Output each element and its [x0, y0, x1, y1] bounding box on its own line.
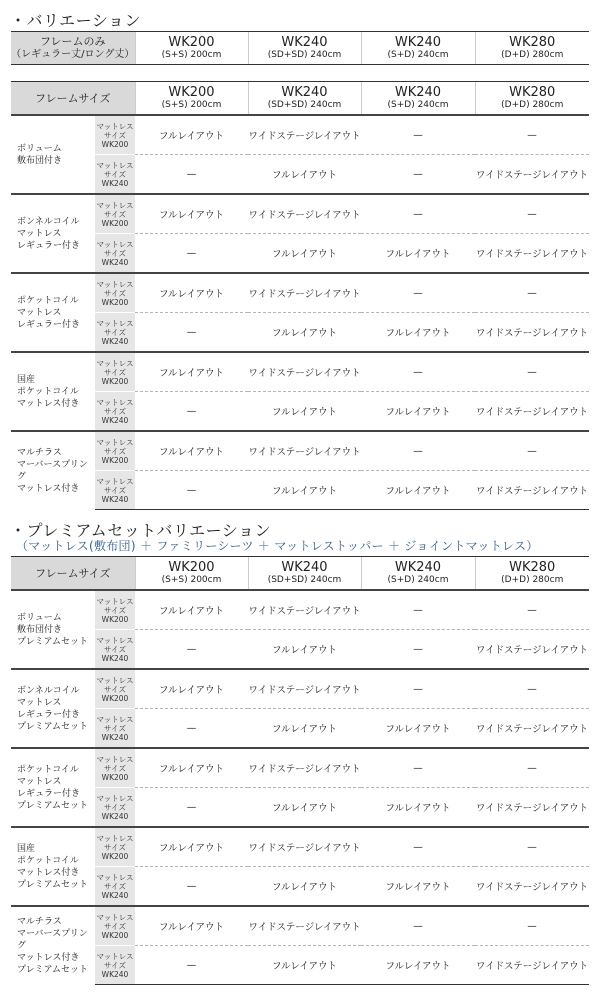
layout-cell: — — [135, 709, 248, 749]
group-label-line: マットレス付き — [17, 867, 80, 878]
layout-cell: — — [135, 788, 248, 828]
size-sub: (D+D) 280cm — [501, 99, 564, 110]
layout-cell: フルレイアウト — [248, 867, 361, 907]
section-title-premium: ・プレミアムセットバリエーション — [10, 521, 271, 540]
mattress-size-line: マットレス — [96, 200, 134, 210]
mattress-size-line: WK200 — [101, 772, 129, 782]
group-label-line: ボリューム — [17, 143, 62, 154]
mattress-size-line: サイズ — [104, 605, 126, 615]
layout-cell: ワイドステージレイアウト — [248, 669, 361, 709]
layout-cell: — — [475, 431, 589, 471]
group-label-line: マーバースプリング — [17, 459, 88, 482]
variation-table — [11, 81, 589, 510]
group-label-line: マットレス付き — [17, 952, 80, 963]
layout-cell: — — [135, 630, 248, 670]
premium-subtitle: （マットレス(敷布団) ＋ ファミリーシーツ ＋ マットレストッパー ＋ ジョイントマットレス） — [16, 539, 539, 553]
layout-cell: — — [361, 669, 475, 709]
mattress-size-label — [95, 748, 135, 788]
header-row — [11, 82, 589, 116]
layout-cell: — — [135, 471, 248, 510]
mattress-size-line: サイズ — [104, 485, 126, 495]
frame-only-label-line1: フレームのみ — [39, 35, 106, 48]
table-row — [11, 630, 589, 670]
layout-cell: ワイドステージレイアウト — [475, 392, 589, 432]
mattress-size-label — [95, 630, 135, 670]
mattress-size-line: マットレス — [96, 279, 134, 289]
table-row — [11, 313, 589, 353]
layout-cell: ワイドステージレイアウト — [475, 709, 589, 749]
table-row — [11, 709, 589, 749]
mattress-group-label — [11, 194, 95, 273]
mattress-size-label — [95, 471, 135, 510]
layout-cell: — — [361, 748, 475, 788]
layout-cell: ワイドステージレイアウト — [248, 194, 361, 234]
mattress-size-line: マットレス — [96, 121, 134, 131]
group-label-line: レギュラー付き — [17, 788, 81, 799]
size-code: WK240 — [281, 84, 328, 100]
layout-cell: フルレイアウト — [135, 827, 248, 867]
frame-only-label-line2: （レギュラー丈/ロング丈） — [11, 49, 135, 60]
frame-size-header: フレームサイズ — [11, 557, 135, 591]
mattress-size-line: WK200 — [101, 851, 129, 861]
mattress-size-label — [95, 788, 135, 828]
group-label-line: 国産 — [17, 843, 36, 854]
size-code: WK200 — [168, 559, 215, 575]
mattress-size-label — [95, 946, 135, 985]
mattress-size-line: マットレス — [96, 397, 134, 407]
layout-cell: — — [361, 194, 475, 234]
mattress-size-line: WK200 — [101, 297, 129, 307]
mattress-group-label — [11, 748, 95, 827]
mattress-size-line: サイズ — [104, 921, 126, 931]
mattress-size-line: サイズ — [104, 802, 126, 812]
size-column-header — [475, 82, 589, 116]
size-code: WK240 — [394, 34, 442, 50]
layout-cell: フルレイアウト — [135, 352, 248, 392]
frame-size-header: フレームサイズ — [11, 82, 135, 116]
mattress-size-line: サイズ — [104, 644, 126, 654]
layout-cell: フルレイアウト — [361, 471, 475, 510]
layout-cell: — — [361, 115, 475, 155]
mattress-group-label — [11, 827, 95, 906]
mattress-size-line: サイズ — [104, 288, 126, 298]
table-row — [11, 827, 589, 867]
table-row — [11, 590, 589, 630]
mattress-group-label — [11, 273, 95, 352]
mattress-size-line: サイズ — [104, 367, 126, 377]
group-label-line: レギュラー付き — [17, 240, 81, 251]
size-sub: (S+S) 200cm — [161, 49, 222, 60]
mattress-size-line: WK240 — [101, 494, 129, 504]
mattress-size-line: WK240 — [101, 336, 129, 346]
size-column-header — [248, 557, 361, 591]
layout-cell: — — [135, 946, 248, 985]
layout-cell: — — [475, 827, 589, 867]
layout-cell: — — [475, 194, 589, 234]
layout-cell: フルレイアウト — [135, 115, 248, 155]
mattress-size-label — [95, 669, 135, 709]
layout-cell: — — [135, 867, 248, 907]
header-row — [11, 557, 589, 591]
size-code: WK240 — [394, 84, 442, 100]
layout-cell: フルレイアウト — [361, 788, 475, 828]
layout-cell: ワイドステージレイアウト — [248, 352, 361, 392]
size-sub: (S+D) 240cm — [387, 574, 449, 585]
layout-cell: — — [135, 392, 248, 432]
layout-cell: フルレイアウト — [135, 669, 248, 709]
layout-cell: ワイドステージレイアウト — [475, 946, 589, 985]
layout-cell: フルレイアウト — [361, 313, 475, 353]
table-row — [11, 906, 589, 946]
mattress-group-label — [11, 352, 95, 431]
mattress-size-line: マットレス — [96, 358, 134, 368]
group-label-line: 国産 — [17, 374, 36, 385]
group-label-line: マーバースプリング — [17, 928, 88, 951]
group-label-line: ポケットコイル — [17, 764, 79, 775]
group-label-line: ボンネルコイル — [17, 216, 80, 227]
frame-only-col-4 — [475, 32, 589, 65]
size-sub: (SD+SD) 240cm — [267, 49, 342, 60]
group-label-line: マルチラス — [17, 916, 62, 927]
table-row — [11, 867, 589, 907]
mattress-group-label — [11, 590, 95, 669]
layout-cell: ワイドステージレイアウト — [475, 867, 589, 907]
layout-cell: フルレイアウト — [135, 273, 248, 313]
layout-cell: — — [361, 906, 475, 946]
size-code: WK200 — [168, 84, 215, 100]
mattress-size-line: マットレス — [96, 675, 134, 685]
mattress-size-label — [95, 352, 135, 392]
size-code: WK240 — [281, 559, 328, 575]
size-column-header — [475, 557, 589, 591]
size-sub: (SD+SD) 240cm — [267, 574, 342, 585]
layout-cell: ワイドステージレイアウト — [475, 471, 589, 510]
layout-cell: フルレイアウト — [135, 194, 248, 234]
frame-only-col-3 — [361, 32, 475, 65]
layout-cell: — — [361, 827, 475, 867]
mattress-size-line: WK240 — [101, 890, 129, 900]
size-code: WK280 — [509, 84, 556, 100]
mattress-size-line: マットレス — [96, 437, 134, 447]
mattress-size-line: サイズ — [104, 684, 126, 694]
mattress-size-line: マットレス — [96, 635, 134, 645]
mattress-size-line: WK200 — [101, 455, 129, 465]
layout-cell: フルレイアウト — [248, 946, 361, 985]
mattress-group-label — [11, 906, 95, 985]
mattress-size-line: マットレス — [96, 476, 134, 486]
layout-cell: フルレイアウト — [248, 788, 361, 828]
layout-cell: — — [361, 273, 475, 313]
layout-cell: ワイドステージレイアウト — [248, 115, 361, 155]
size-column-header — [361, 557, 475, 591]
mattress-size-line: サイズ — [104, 209, 126, 219]
table-row — [11, 273, 589, 313]
mattress-size-line: マットレス — [96, 754, 134, 764]
layout-cell: — — [361, 352, 475, 392]
mattress-size-line: WK200 — [101, 139, 129, 149]
mattress-size-label — [95, 234, 135, 274]
mattress-size-line: WK200 — [101, 218, 129, 228]
layout-cell: — — [361, 630, 475, 670]
layout-cell: ワイドステージレイアウト — [475, 788, 589, 828]
mattress-size-line: マットレス — [96, 951, 134, 961]
layout-cell: ワイドステージレイアウト — [475, 234, 589, 274]
group-label-line: プレミアムセット — [17, 800, 89, 811]
group-label-line: マットレス — [17, 776, 62, 787]
layout-cell: — — [475, 115, 589, 155]
group-label-line: マットレス付き — [17, 398, 80, 409]
mattress-size-line: WK200 — [101, 614, 129, 624]
mattress-size-line: サイズ — [104, 763, 126, 773]
layout-cell: ワイドステージレイアウト — [248, 827, 361, 867]
mattress-size-line: サイズ — [104, 842, 126, 852]
layout-cell: — — [361, 431, 475, 471]
mattress-size-label — [95, 155, 135, 195]
mattress-size-line: マットレス — [96, 833, 134, 843]
size-sub: (D+D) 280cm — [501, 574, 564, 585]
layout-cell: フルレイアウト — [361, 234, 475, 274]
layout-cell: ワイドステージレイアウト — [475, 630, 589, 670]
layout-cell: ワイドステージレイアウト — [248, 431, 361, 471]
size-column-header — [248, 82, 361, 116]
layout-cell: フルレイアウト — [361, 709, 475, 749]
mattress-size-label — [95, 906, 135, 946]
group-label-line: マットレス — [17, 307, 62, 318]
table-row — [11, 748, 589, 788]
mattress-size-label — [95, 115, 135, 155]
layout-cell: ワイドステージレイアウト — [475, 313, 589, 353]
mattress-size-label — [95, 827, 135, 867]
group-label-line: レギュラー付き — [17, 319, 81, 330]
group-label-line: プレミアムセット — [17, 879, 89, 890]
mattress-size-label — [95, 431, 135, 471]
group-label-line: 敷布団付き — [17, 155, 63, 166]
mattress-group-label — [11, 669, 95, 748]
frame-only-row — [11, 32, 589, 65]
table-row — [11, 392, 589, 432]
group-label-line: ポケットコイル — [17, 386, 79, 397]
mattress-size-label — [95, 867, 135, 907]
layout-cell: ワイドステージレイアウト — [248, 906, 361, 946]
layout-cell: フルレイアウト — [135, 590, 248, 630]
layout-cell: — — [361, 590, 475, 630]
mattress-size-line: WK240 — [101, 811, 129, 821]
group-label-line: レギュラー付き — [17, 709, 81, 720]
size-sub: (S+S) 200cm — [161, 574, 222, 585]
mattress-size-line: WK240 — [101, 969, 129, 979]
mattress-size-line: WK240 — [101, 257, 129, 267]
mattress-size-line: サイズ — [104, 130, 126, 140]
layout-cell: フルレイアウト — [248, 709, 361, 749]
layout-cell: フルレイアウト — [135, 431, 248, 471]
mattress-size-label — [95, 273, 135, 313]
mattress-size-line: マットレス — [96, 912, 134, 922]
group-label-line: ボリューム — [17, 612, 62, 623]
group-label-line: ポケットコイル — [17, 295, 79, 306]
mattress-size-line: WK240 — [101, 178, 129, 188]
table-row — [11, 431, 589, 471]
layout-cell: ワイドステージレイアウト — [248, 748, 361, 788]
size-code: WK280 — [509, 559, 556, 575]
mattress-size-line: サイズ — [104, 327, 126, 337]
mattress-size-label — [95, 590, 135, 630]
table-row — [11, 946, 589, 985]
frame-only-col-2 — [248, 32, 361, 65]
size-sub: (SD+SD) 240cm — [267, 99, 342, 110]
layout-cell: — — [475, 748, 589, 788]
size-column-header — [135, 82, 248, 116]
frame-only-table — [11, 31, 589, 65]
layout-cell: フルレイアウト — [248, 234, 361, 274]
size-column-header — [135, 557, 248, 591]
size-sub: (S+D) 240cm — [387, 99, 449, 110]
mattress-size-line: WK240 — [101, 732, 129, 742]
section-title-variation: ・バリエーション — [10, 11, 142, 30]
mattress-size-line: マットレス — [96, 872, 134, 882]
mattress-size-line: サイズ — [104, 881, 126, 891]
layout-cell: フルレイアウト — [248, 313, 361, 353]
mattress-size-label — [95, 194, 135, 234]
table-row — [11, 155, 589, 195]
size-code: WK280 — [509, 34, 556, 50]
layout-cell: フルレイアウト — [248, 630, 361, 670]
layout-cell: フルレイアウト — [248, 155, 361, 195]
layout-cell: — — [475, 906, 589, 946]
mattress-size-line: サイズ — [104, 169, 126, 179]
mattress-group-label — [11, 115, 95, 194]
mattress-size-line: マットレス — [96, 793, 134, 803]
mattress-group-label — [11, 431, 95, 510]
frame-only-col-1 — [135, 32, 248, 65]
mattress-size-line: マットレス — [96, 160, 134, 170]
layout-cell: ワイドステージレイアウト — [248, 590, 361, 630]
group-label-line: マルチラス — [17, 447, 62, 458]
size-sub: (S+D) 240cm — [387, 49, 449, 60]
size-sub: (S+S) 200cm — [161, 99, 222, 110]
mattress-size-label — [95, 709, 135, 749]
table-row — [11, 669, 589, 709]
layout-cell: — — [475, 273, 589, 313]
table-row — [11, 115, 589, 155]
mattress-size-line: マットレス — [96, 714, 134, 724]
layout-cell: — — [475, 669, 589, 709]
table-row — [11, 234, 589, 274]
layout-cell: — — [475, 352, 589, 392]
mattress-size-line: マットレス — [96, 596, 134, 606]
table-row — [11, 194, 589, 234]
layout-cell: — — [135, 155, 248, 195]
table-row — [11, 352, 589, 392]
mattress-size-line: マットレス — [96, 239, 134, 249]
mattress-size-line: WK240 — [101, 653, 129, 663]
group-label-line: 敷布団付き — [17, 624, 63, 635]
mattress-size-line: サイズ — [104, 406, 126, 416]
frame-only-label — [11, 32, 135, 65]
group-label-line: プレミアムセット — [17, 964, 89, 975]
layout-cell: フルレイアウト — [248, 392, 361, 432]
size-sub: (D+D) 280cm — [501, 49, 564, 60]
mattress-size-line: サイズ — [104, 960, 126, 970]
layout-cell: — — [135, 313, 248, 353]
group-label-line: プレミアムセット — [17, 721, 89, 732]
mattress-size-label — [95, 313, 135, 353]
mattress-size-line: WK200 — [101, 930, 129, 940]
layout-cell: — — [135, 234, 248, 274]
layout-cell: ワイドステージレイアウト — [475, 155, 589, 195]
size-code: WK240 — [394, 559, 442, 575]
group-label-line: プレミアムセット — [17, 636, 89, 647]
mattress-size-line: マットレス — [96, 318, 134, 328]
table-row — [11, 788, 589, 828]
layout-cell: ワイドステージレイアウト — [248, 273, 361, 313]
size-column-header — [361, 82, 475, 116]
size-code: WK240 — [281, 34, 328, 50]
layout-cell: フルレイアウト — [361, 946, 475, 985]
group-label-line: マットレス — [17, 228, 62, 239]
group-label-line: ボンネルコイル — [17, 685, 80, 696]
mattress-size-label — [95, 392, 135, 432]
mattress-size-line: サイズ — [104, 248, 126, 258]
mattress-size-line: サイズ — [104, 723, 126, 733]
layout-cell: フルレイアウト — [248, 471, 361, 510]
layout-cell: フルレイアウト — [361, 392, 475, 432]
premium-variation-table — [11, 556, 589, 985]
layout-cell: フルレイアウト — [135, 906, 248, 946]
group-label-line: マットレス付き — [17, 483, 80, 494]
mattress-size-line: WK200 — [101, 693, 129, 703]
mattress-size-line: WK240 — [101, 415, 129, 425]
size-code: WK200 — [168, 34, 215, 50]
layout-cell: — — [361, 155, 475, 195]
group-label-line: マットレス — [17, 697, 62, 708]
layout-cell: フルレイアウト — [135, 748, 248, 788]
layout-cell: — — [475, 590, 589, 630]
mattress-size-line: サイズ — [104, 446, 126, 456]
layout-cell: フルレイアウト — [361, 867, 475, 907]
group-label-line: ポケットコイル — [17, 855, 79, 866]
mattress-size-line: WK200 — [101, 376, 129, 386]
table-row — [11, 471, 589, 510]
